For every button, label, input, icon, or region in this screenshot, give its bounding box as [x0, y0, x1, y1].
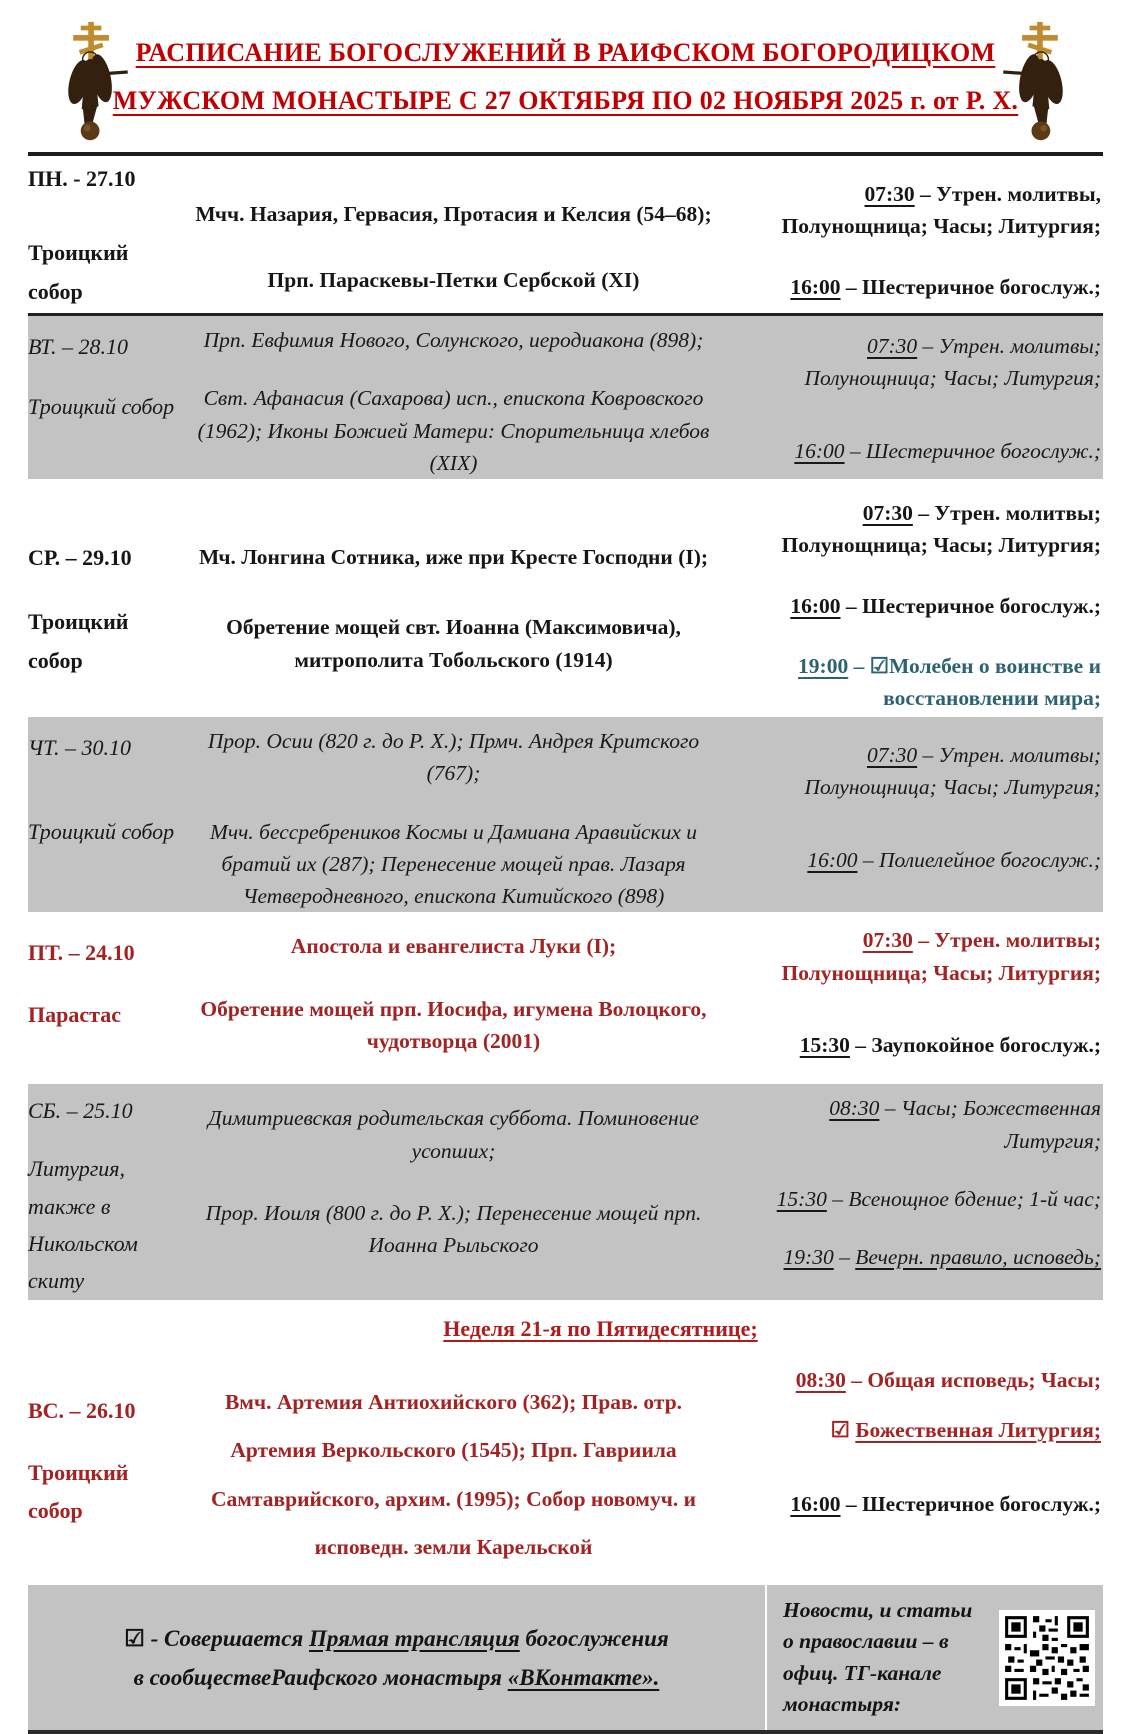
saints-text: Димитриевская родительская суббота. Поминовение усопших;: [208, 1106, 699, 1163]
service-time: [731, 1364, 1101, 1396]
service-time: [731, 1029, 1101, 1061]
day-cell: [28, 1084, 176, 1300]
place-label: Троицкий собор: [28, 1459, 129, 1524]
service-desc: – Утрен. молитвы; Полунощница; Часы; Литургия;: [804, 743, 1101, 800]
times-cell: [731, 316, 1103, 479]
time-value: 15:30: [776, 1186, 827, 1211]
service-desc: – Шестеричное богослуж.;: [845, 274, 1101, 299]
service-desc: – Утрен. молитвы, Полунощница; Часы; Литургия;: [781, 182, 1101, 239]
title-line-1: РАСПИСАНИЕ БОГОСЛУЖЕНИЙ В РАИФСКОМ БОГОРОДИЦКОМ: [135, 38, 996, 67]
service-time: [731, 271, 1101, 303]
service-time: [731, 1241, 1101, 1273]
time-value: 16:00: [807, 847, 858, 872]
time-value: 07:30: [862, 928, 913, 953]
dash: –: [839, 1245, 856, 1269]
saints-text: Прп. Параскевы-Петки Сербской (XI): [267, 268, 640, 293]
saints-cell: [190, 912, 717, 1062]
news-note: Новости, и статьи о православии – в офиц. ТГ-канале монастыря:: [783, 1598, 973, 1716]
day-cell: [28, 912, 176, 1062]
qr-code: [999, 1610, 1095, 1706]
saints-cell: [190, 316, 717, 479]
times-cell: [731, 1084, 1103, 1300]
legend-text: богослужения: [519, 1625, 669, 1651]
day-label: ЧТ. – 30.10: [28, 735, 132, 760]
service-desc: – Всенощное бдение; 1-й час;: [832, 1186, 1101, 1211]
time-value: 07:30: [866, 743, 918, 767]
legend-line-2: [134, 1658, 660, 1697]
page-title: [28, 0, 1103, 116]
time-value: 15:30: [799, 1032, 850, 1057]
time-value: 07:30: [866, 334, 918, 358]
legend-vkontakte-text: «ВКонтакте».: [507, 1664, 660, 1690]
schedule-row-friday: [28, 912, 1103, 1062]
day-label: СБ. – 25.10: [28, 1098, 133, 1124]
day-label: ПТ. – 24.10: [28, 940, 135, 966]
saints-text: Прп. Евфимия Нового, Солунского, иеродиакона (898);: [203, 328, 704, 352]
angel-weathervane-icon: [989, 20, 1089, 144]
day-label: СР. – 29.10: [28, 545, 132, 570]
service-desc: – Утрен. молитвы; Полунощница; Часы; Литургия;: [781, 501, 1101, 558]
time-value: 16:00: [790, 593, 841, 618]
news-cell: [765, 1585, 1103, 1730]
place-label: Троицкий собор: [28, 609, 129, 673]
saints-text: Апостола и евангелиста Луки (I);: [290, 934, 617, 959]
time-value: 19:00: [798, 653, 849, 678]
sunday-heading: [28, 1300, 1103, 1364]
service-desc: – Заупокойное богослуж.;: [855, 1032, 1101, 1057]
service-desc: – Шестеричное богослуж.;: [845, 593, 1101, 618]
day-cell: [28, 164, 176, 313]
header: [28, 0, 1103, 156]
schedule-row-thursday: [28, 717, 1103, 912]
service-liturgy: [731, 1414, 1101, 1446]
time-value: 07:30: [864, 182, 915, 206]
service-desc: – Общая исповедь; Часы;: [851, 1367, 1101, 1392]
day-label: ПН. - 27.10: [28, 166, 136, 191]
service-time: [731, 435, 1101, 467]
service-desc: – Часы; Божественная Литургия;: [884, 1096, 1101, 1153]
day-cell: [28, 479, 176, 717]
footer-legend: [28, 1585, 765, 1730]
time-value: 16:00: [790, 1492, 841, 1517]
time-value: 07:30: [862, 501, 913, 525]
schedule-row-sunday: [28, 1300, 1103, 1572]
saints-text: Мчч. Назария, Гервасия, Протасия и Келсия (54–68);: [195, 202, 712, 226]
service-time: [731, 330, 1101, 395]
title-line-2: МУЖСКОМ МОНАСТЫРЕ С 27 ОКТЯБРЯ ПО 02 НОЯБРЯ 2025 г. от Р. Х.: [112, 86, 1019, 115]
saints-cell: [190, 717, 717, 912]
day-label: ВТ. – 28.10: [28, 334, 129, 359]
service-time: [731, 844, 1101, 876]
service-time: [731, 178, 1101, 243]
service-time-moleben: [731, 650, 1101, 715]
place-label: Троицкий собор: [28, 240, 129, 304]
saints-cell: [190, 164, 717, 313]
times-cell: [731, 717, 1103, 912]
saints-text: Обретение мощей прп. Иосифа, игумена Волоцкого, чудотворца (2001): [200, 996, 707, 1053]
service-desc: Молебен о воинстве и восстановлении мира;: [883, 653, 1101, 710]
day-cell: [28, 717, 176, 912]
legend-live-stream-text: Прямая трансляция: [309, 1625, 520, 1651]
legend-text: в сообществеРаифского монастыря: [133, 1664, 508, 1690]
legend-text: - Совершается: [144, 1625, 309, 1651]
place-label: Троицкий собор: [28, 394, 175, 419]
service-time: [731, 1183, 1101, 1215]
service-desc: – Утрен. молитвы; Полунощница; Часы; Литургия;: [804, 334, 1101, 391]
saints-cell: [190, 1364, 717, 1572]
place-label: Троицкий собор: [28, 819, 175, 844]
times-cell: [731, 912, 1103, 1062]
saints-cell: [190, 479, 717, 717]
service-time: [731, 497, 1101, 562]
sunday-heading-text: Неделя 21-я по Пятидесятнице;: [443, 1315, 758, 1341]
service-time: [731, 590, 1101, 622]
time-value: 16:00: [794, 438, 845, 463]
day-cell: [28, 316, 176, 479]
saints-text: Мчч. бессребреников Космы и Дамиана Аравийских и братий их (287); Перенесение мощей прав. Лазаря Четверодневного, епископа Китийского (898): [209, 819, 697, 908]
saints-text: Обретение мощей свт. Иоанна (Максимовича), митрополита Тобольского (1914): [226, 615, 681, 672]
service-desc: Божественная Литургия;: [855, 1418, 1101, 1443]
service-time: [731, 739, 1101, 804]
times-cell: [731, 479, 1103, 717]
schedule-row-tuesday: [28, 313, 1103, 479]
place-label: Литургия, также в Никольском скиту: [28, 1156, 138, 1294]
service-desc: – Шестеричное богослуж.;: [845, 1492, 1101, 1517]
dash: –: [853, 653, 870, 678]
checkbox-icon: ☑: [869, 653, 889, 678]
times-cell: [731, 1364, 1103, 1572]
schedule-row-wednesday: [28, 479, 1103, 717]
saints-cell: [190, 1084, 717, 1300]
time-value: 08:30: [829, 1096, 880, 1121]
schedule-row-saturday: [28, 1084, 1103, 1300]
checkbox-icon: ☑: [124, 1625, 145, 1651]
time-value: 19:30: [783, 1245, 834, 1269]
time-value: 16:00: [790, 274, 841, 299]
service-time: [731, 1092, 1101, 1157]
service-desc: – Полиелейное богослуж.;: [862, 847, 1101, 872]
checkbox-icon: ☑: [830, 1418, 850, 1443]
footer: [28, 1585, 1103, 1734]
times-cell: [731, 164, 1103, 313]
service-desc: – Утрен. молитвы; Полунощница; Часы; Литургия;: [781, 928, 1101, 985]
angel-weathervane-icon: [42, 20, 142, 144]
saints-text: Вмч. Артемия Антиохийского (362); Прав. отр. Артемия Веркольского (1545); Прп. Гавриила Самтаврийского, архим. (1995); Собор новомуч. и исповедн. земли Карельской: [211, 1389, 696, 1559]
legend-line-1: [124, 1619, 668, 1658]
saints-text: Мч. Лонгина Сотника, иже при Кресте Господни (I);: [198, 545, 709, 569]
service-time: [731, 924, 1101, 989]
schedule-row-monday: [28, 156, 1103, 313]
service-desc: Вечерн. правило, исповедь;: [855, 1245, 1101, 1269]
time-value: 08:30: [795, 1367, 846, 1392]
saints-text: Прор. Осии (820 г. до Р. Х.); Прмч. Андрея Критского (767);: [207, 729, 700, 786]
service-time: [731, 1488, 1101, 1520]
saints-text: Свт. Афанасия (Сахарова) исп., епископа Ковровского (1962); Иконы Божией Матери: Спорительница хлебов (XIX): [197, 386, 710, 475]
service-desc: – Шестеричное богослуж.;: [849, 438, 1101, 463]
saints-text: Прор. Иоиля (800 г. до Р. Х.); Перенесение мощей прп. Иоанна Рыльского: [205, 1200, 702, 1257]
day-label: ВС. – 26.10: [28, 1397, 136, 1423]
day-cell: [28, 1364, 176, 1572]
place-label: Парастас: [28, 1002, 121, 1028]
